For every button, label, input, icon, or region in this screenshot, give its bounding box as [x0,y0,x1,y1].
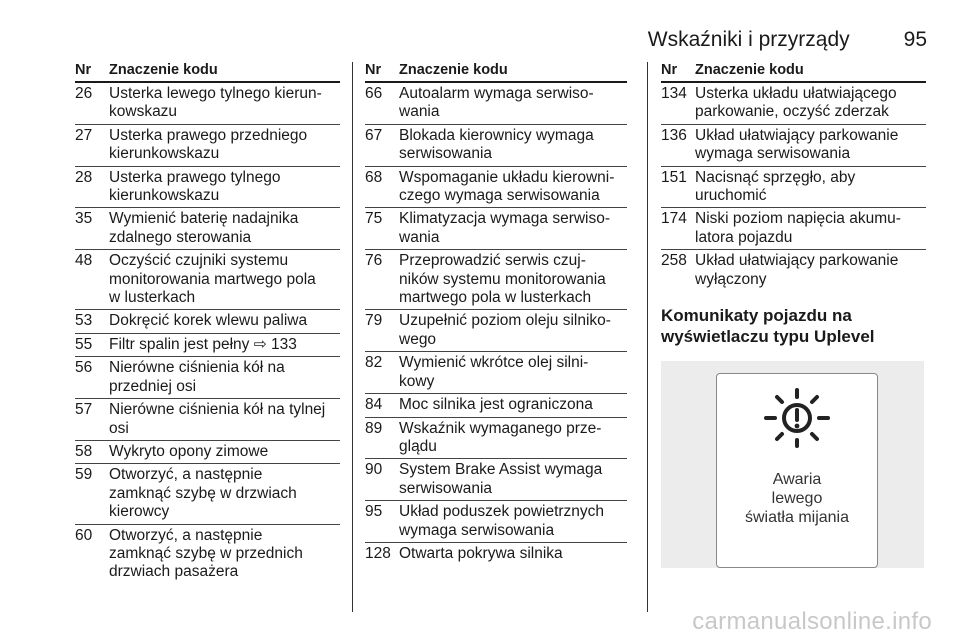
table-row [75,399,340,441]
display-screen [716,373,878,568]
code-number: 151 [661,168,687,186]
table-row [365,394,627,417]
table-row [75,125,340,167]
table-row [365,167,627,209]
code-meaning: Wykryto opony zimowe [109,442,269,460]
code-number: 55 [75,335,93,353]
table-row [75,250,340,310]
code-meaning: Wskaźnik wymaganego prze- glądu [399,419,602,455]
table-row [365,418,627,460]
code-number: 60 [75,526,93,544]
code-meaning: Oczyścić czujniki systemu monitorowania martwego pola w lusterkach [109,252,316,307]
watermark: carmanualsonline.info [692,608,932,635]
display-message: Awaria lewego światła mijania [744,471,850,527]
code-number: 75 [365,210,383,228]
code-number: 58 [75,442,93,460]
code-meaning: Przeprowadzić serwis czuj- ników systemu monitorowania martwego pola w lusterkach [399,252,606,307]
table-body [75,83,340,584]
code-meaning: Układ ułatwiający parkowanie wyłączony [695,252,899,288]
code-number: 59 [75,466,93,484]
column-divider [352,62,353,612]
table-header [365,62,627,83]
code-number: 84 [365,396,383,414]
code-meaning: Wymienić baterię nadajnika zdalnego sterowania [109,210,299,246]
code-meaning: Usterka lewego tylnego kierun- kowskazu [109,85,322,121]
table-row [365,459,627,501]
table-row [75,441,340,464]
table-row [75,167,340,209]
table-row [365,125,627,167]
code-meaning: Klimatyzacja wymaga serwiso- wania [399,210,611,246]
display-illustration [661,361,924,568]
code-number: 35 [75,210,93,228]
code-meaning: Wymienić wkrótce olej silni- kowy [399,354,589,390]
code-meaning: Uzupełnić poziom oleju silniko- wego [399,312,611,348]
code-meaning: Układ ułatwiający parkowanie wymaga serwisowania [695,126,899,163]
table-row [661,250,926,291]
table-body [661,83,926,291]
table-row [75,525,340,584]
code-number: 258 [661,252,687,270]
table-row [75,464,340,524]
table-row [365,352,627,394]
lamp-failure-icon [757,388,837,448]
code-meaning: Nierówne ciśnienia kół na przedniej osi [109,359,285,395]
table-row [75,83,340,125]
code-meaning: Usterka prawego przedniego kierunkowskazu [109,126,308,163]
code-meaning: Usterka układu ułatwiającego parkowanie, oczyść zderzak [695,85,897,121]
table-row [75,357,340,399]
code-number: 66 [365,85,383,102]
header-meaning: Znaczenie kodu [109,62,218,78]
header-meaning: Znaczenie kodu [695,62,804,78]
code-number: 48 [75,252,93,270]
header-nr: Nr [365,62,382,78]
code-number: 89 [365,419,383,437]
page-title: Wskaźniki i przyrządy [647,28,850,51]
table-row [365,310,627,352]
code-number: 79 [365,312,383,330]
table-row [661,208,926,250]
table-row [75,310,340,333]
section-heading: Komunikaty pojazdu na wyświetlaczu typu Uplevel [661,306,875,347]
code-meaning: Usterka prawego tylnego kierunkowskazu [109,168,281,205]
code-meaning: Autoalarm wymaga serwiso- wania [399,85,594,121]
table-header [75,62,340,83]
code-number: 57 [75,401,93,419]
code-meaning: Blokada kierownicy wymaga serwisowania [399,126,594,163]
code-number: 82 [365,354,383,372]
code-meaning: Nacisnąć sprzęgło, aby uruchomić [695,168,856,205]
table-row [365,501,627,543]
code-number: 128 [365,544,391,562]
table-row [75,334,340,357]
page-header [648,28,927,52]
code-number: 174 [661,210,687,228]
code-number: 76 [365,252,383,270]
table-row [75,208,340,250]
code-meaning: System Brake Assist wymaga serwisowania [399,461,603,497]
table-row [661,167,926,209]
code-number: 134 [661,85,687,102]
header-nr: Nr [75,62,92,78]
table-row [365,208,627,250]
code-meaning: Wspomaganie układu kierowni- czego wymaga serwisowania [399,168,615,205]
table-row [365,83,627,125]
table-body [365,83,627,565]
table-row [365,250,627,310]
code-number: 27 [75,126,93,144]
code-meaning: Otwarta pokrywa silnika [399,544,563,562]
column-divider [647,62,648,612]
code-number: 68 [365,168,383,186]
code-number: 26 [75,85,93,102]
code-number: 53 [75,312,93,330]
code-number: 136 [661,126,687,144]
code-meaning: Nierówne ciśnienia kół na tylnej osi [109,401,326,437]
header-meaning: Znaczenie kodu [399,62,508,78]
header-nr: Nr [661,62,678,78]
code-number: 95 [365,503,383,521]
code-meaning: Filtr spalin jest pełny ⇨ 133 [109,335,297,353]
code-meaning: Układ poduszek powietrznych wymaga serwisowania [399,503,605,539]
code-meaning: Otworzyć, a następnie zamknąć szybę w drzwiach kierowcy [109,466,297,521]
table-row [661,83,926,125]
code-meaning: Niski poziom napięcia akumu- latora pojazdu [695,210,901,246]
code-number: 56 [75,359,93,377]
code-meaning: Dokręcić korek wlewu paliwa [109,312,308,330]
table-row [661,125,926,167]
table-header [661,62,926,83]
code-meaning: Otworzyć, a następnie zamknąć szybę w przednich drzwiach pasażera [109,526,303,581]
code-meaning: Moc silnika jest ograniczona [399,396,593,414]
code-number: 67 [365,126,383,144]
table-row [365,543,627,565]
code-table-1 [75,62,340,584]
code-table-3 [661,62,926,568]
code-number: 90 [365,461,383,479]
code-number: 28 [75,168,93,186]
page-number: 95 [903,28,927,51]
code-table-2 [365,62,627,565]
